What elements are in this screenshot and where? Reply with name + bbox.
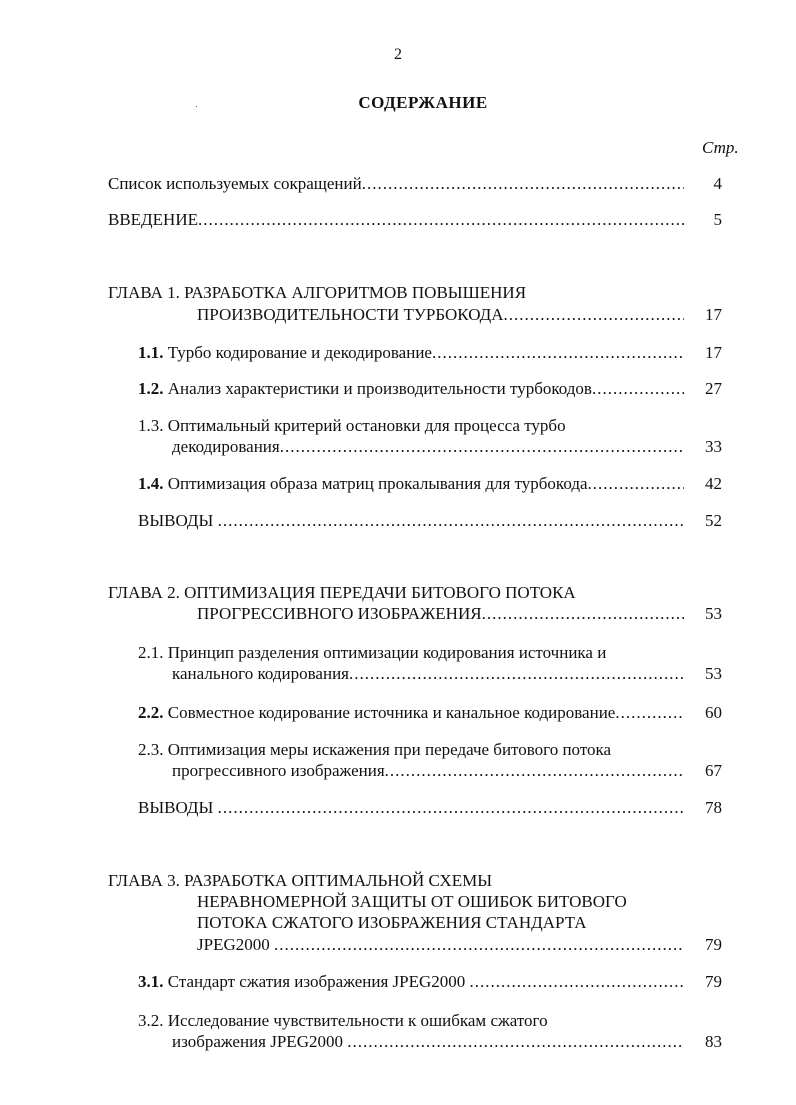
toc-leader-dots xyxy=(588,474,684,494)
chapter-title-line: JPEG2000 xyxy=(197,935,270,954)
toc-section-3-1[interactable] xyxy=(138,972,684,992)
toc-leader-dots xyxy=(592,379,684,399)
chapter-label: ГЛАВА 2. xyxy=(108,583,180,602)
section-number: 2.3. xyxy=(138,740,164,759)
section-title: Турбо кодирование и декодирование xyxy=(167,343,432,362)
section-title: прогрессивного изображения xyxy=(172,761,385,780)
section-title: Совместное кодирование источника и канальное кодирование xyxy=(167,703,616,722)
toc-leader-dots xyxy=(349,664,684,684)
toc-leader-dots xyxy=(615,703,684,723)
toc-page-number: 27 xyxy=(705,379,722,398)
chapter-label: ГЛАВА 1. xyxy=(108,283,180,302)
page-title: СОДЕРЖАНИЕ xyxy=(358,93,488,112)
chapter-1-title-line-2[interactable] xyxy=(197,305,684,325)
chapter-title-line: ОПТИМИЗАЦИЯ ПЕРЕДАЧИ БИТОВОГО ПОТОКА xyxy=(184,583,576,602)
toc-section-1-2[interactable] xyxy=(138,379,684,399)
chapter-title-line: РАЗРАБОТКА АЛГОРИТМОВ ПОВЫШЕНИЯ xyxy=(184,283,527,302)
section-title: Оптимальный критерий остановки для процесса турбо xyxy=(167,416,566,435)
section-number: 1.4. xyxy=(138,474,164,493)
section-number: 3.2. xyxy=(138,1011,164,1030)
chapter-3-title-line-4[interactable] xyxy=(197,935,684,955)
toc-entry-text: ВВЕДЕНИЕ xyxy=(108,210,198,229)
section-title: Оптимизация образа матриц прокалывания для турбокода xyxy=(167,474,588,493)
toc-page-number: 83 xyxy=(705,1032,722,1051)
toc-page-number: 67 xyxy=(705,761,722,780)
toc-conclusions-1[interactable] xyxy=(138,511,684,531)
toc-section-1-3-line-2[interactable] xyxy=(172,437,684,457)
toc-leader-dots xyxy=(218,511,684,531)
toc-entry-abbreviations[interactable] xyxy=(108,174,684,194)
chapter-title-line: ПРОИЗВОДИТЕЛЬНОСТИ ТУРБОКОДА xyxy=(197,305,504,324)
toc-section-2-1[interactable] xyxy=(138,643,606,663)
chapter-3-title-line-3: ПОТОКА СЖАТОГО ИЗОБРАЖЕНИЯ СТАНДАРТА xyxy=(197,913,587,932)
toc-leader-dots xyxy=(385,761,684,781)
toc-page-number: 79 xyxy=(705,972,722,991)
toc-leader-dots xyxy=(218,798,684,818)
toc-section-1-1[interactable] xyxy=(138,343,684,363)
toc-conclusions-2[interactable] xyxy=(138,798,684,818)
toc-leader-dots xyxy=(362,174,684,194)
toc-section-2-1-line-2[interactable] xyxy=(172,664,684,684)
toc-leader-dots xyxy=(470,972,684,992)
toc-section-2-3-line-2[interactable] xyxy=(172,761,684,781)
toc-page-number: 53 xyxy=(705,664,722,683)
toc-page-number: 52 xyxy=(705,511,722,530)
toc-leader-dots xyxy=(347,1032,684,1052)
chapter-2-heading[interactable] xyxy=(108,583,576,603)
toc-section-3-2[interactable] xyxy=(138,1011,548,1031)
section-title: Стандарт сжатия изображения JPEG2000 xyxy=(167,972,466,991)
toc-page-number: 42 xyxy=(705,474,722,493)
toc-leader-dots xyxy=(280,437,684,457)
toc-page-number: 78 xyxy=(705,798,722,817)
toc-page-number: 33 xyxy=(705,437,722,456)
toc-section-1-4[interactable] xyxy=(138,474,684,494)
toc-page-number: 53 xyxy=(705,604,722,623)
toc-page-number: 4 xyxy=(713,174,722,193)
toc-page-number: 17 xyxy=(705,305,722,324)
chapter-3-title-line-2: НЕРАВНОМЕРНОЙ ЗАЩИТЫ ОТ ОШИБОК БИТОВОГО xyxy=(197,892,627,911)
section-title: ВЫВОДЫ xyxy=(138,798,214,817)
section-number: 1.2. xyxy=(138,379,164,398)
toc-page-number: 5 xyxy=(713,210,722,229)
section-title: ВЫВОДЫ xyxy=(138,511,214,530)
section-title: Анализ характеристики и производительности турбокодов xyxy=(167,379,592,398)
toc-entry-introduction[interactable] xyxy=(108,210,684,230)
toc-section-3-2-line-2[interactable] xyxy=(172,1032,684,1052)
page-column-header: Стр. xyxy=(702,138,739,157)
toc-section-2-2[interactable] xyxy=(138,703,684,723)
toc-leader-dots xyxy=(504,305,684,325)
toc-leader-dots xyxy=(432,343,684,363)
section-number: 1.3. xyxy=(138,416,164,435)
chapter-3-heading[interactable] xyxy=(108,871,492,891)
toc-leader-dots xyxy=(198,210,684,230)
section-title: декодирования xyxy=(172,437,280,456)
toc-leader-dots xyxy=(274,935,684,955)
toc-page-number: 79 xyxy=(705,935,722,954)
section-title: Исследование чувствительности к ошибкам сжатого xyxy=(167,1011,548,1030)
toc-section-1-3[interactable] xyxy=(138,416,566,436)
section-number: 2.1. xyxy=(138,643,164,662)
chapter-title-line: РАЗРАБОТКА ОПТИМАЛЬНОЙ СХЕМЫ xyxy=(184,871,493,890)
chapter-1-heading[interactable] xyxy=(108,283,526,303)
section-number: 1.1. xyxy=(138,343,164,362)
toc-page-number: 60 xyxy=(705,703,722,722)
toc-leader-dots xyxy=(482,604,684,624)
chapter-title-line: ПРОГРЕССИВНОГО ИЗОБРАЖЕНИЯ xyxy=(197,604,482,623)
page-number: 2 xyxy=(394,46,402,63)
section-title: Принцип разделения оптимизации кодирования источника и xyxy=(167,643,607,662)
chapter-label: ГЛАВА 3. xyxy=(108,871,180,890)
section-number: 2.2. xyxy=(138,703,164,722)
chapter-2-title-line-2[interactable] xyxy=(197,604,684,624)
section-title: изображения JPEG2000 xyxy=(172,1032,343,1051)
toc-entry-text: Список используемых сокращений xyxy=(108,174,362,193)
section-title: канального кодирования xyxy=(172,664,349,683)
toc-section-2-3[interactable] xyxy=(138,740,611,760)
section-number: 3.1. xyxy=(138,972,164,991)
toc-page-number: 17 xyxy=(705,343,722,362)
section-title: Оптимизация меры искажения при передаче битового потока xyxy=(167,740,612,759)
scan-speck xyxy=(196,106,197,107)
